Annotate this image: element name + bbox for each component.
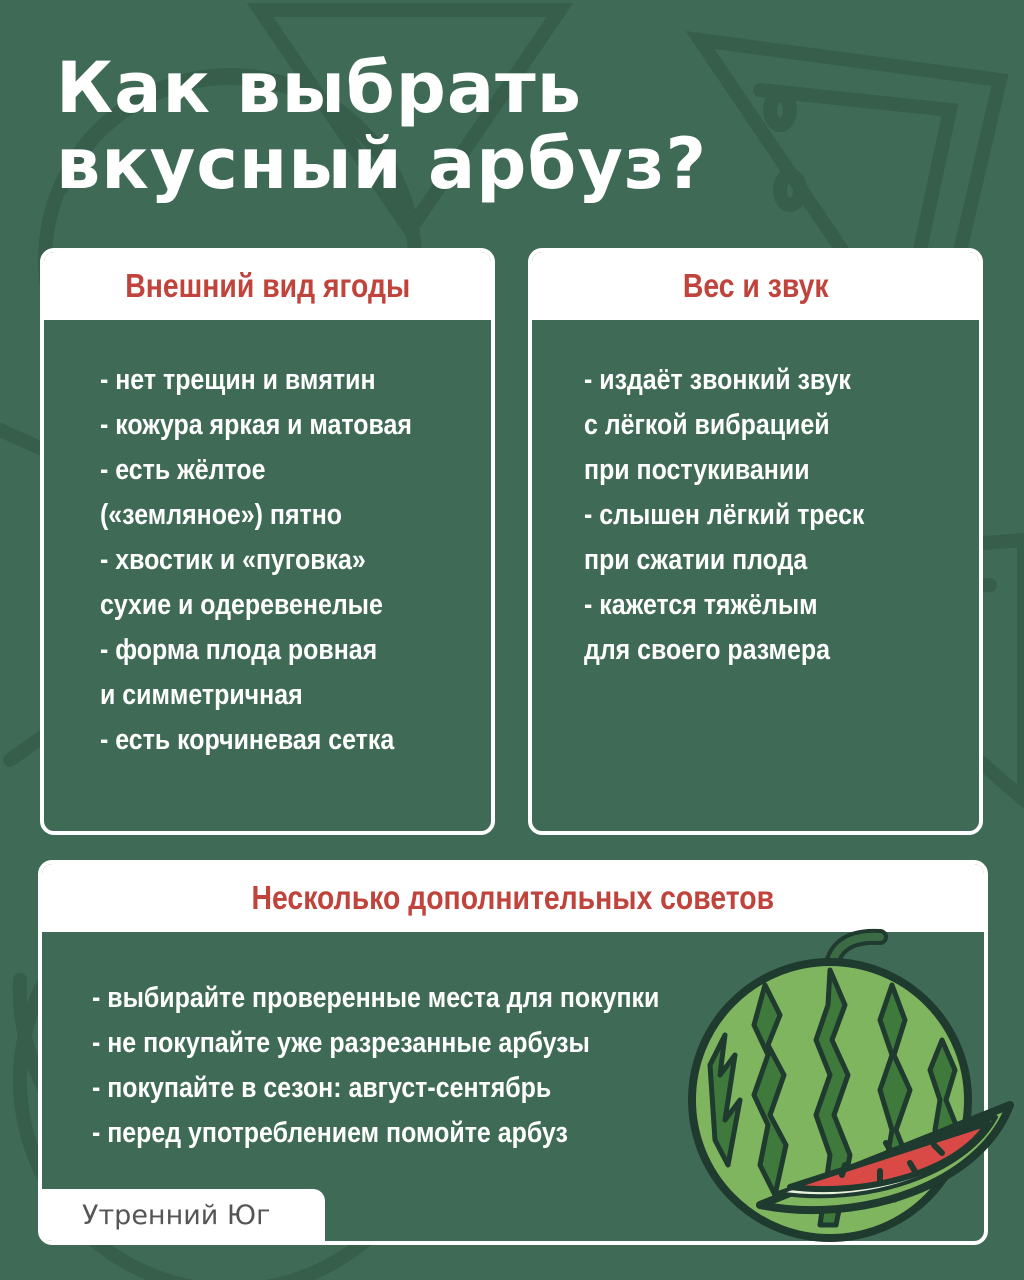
list-item: - кажется тяжёлым: [584, 589, 818, 621]
list-item: - слышен лёгкий треск: [584, 499, 865, 531]
weight-sound-card-heading: Вес и звук: [682, 267, 829, 304]
watermelon-slice-icon: [680, 925, 1020, 1245]
list-item: - выбирайте проверенные места для покупки: [92, 982, 660, 1014]
source-label: Утренний Юг: [40, 1189, 325, 1241]
list-item: - есть корчиневая сетка: [100, 724, 395, 756]
weight-sound-card-header: [532, 252, 979, 320]
tips-card-heading: Несколько дополнительных советов: [251, 879, 775, 916]
list-item: - есть жёлтое: [100, 454, 266, 486]
list-item: при сжатии плода: [584, 544, 808, 576]
tips-list: [92, 976, 752, 1156]
list-item: с лёгкой вибрацией: [584, 409, 830, 441]
weight-sound-list: [584, 358, 910, 673]
weight-sound-card: [528, 248, 983, 835]
list-item: и симметричная: [100, 679, 303, 711]
list-item: для своего размера: [584, 634, 830, 666]
list-item: - не покупайте уже разрезанные арбузы: [92, 1027, 590, 1059]
list-item: - кожура яркая и матовая: [100, 409, 412, 441]
list-item: - нет трещин и вмятин: [100, 364, 376, 396]
list-item: сухие и одеревенелые: [100, 589, 383, 621]
page-title-line-1: Как выбрать: [56, 47, 582, 129]
appearance-list: [100, 358, 463, 763]
list-item: («земляное») пятно: [100, 499, 343, 531]
page-title: [56, 47, 708, 205]
appearance-card: [40, 248, 495, 835]
tips-card-header: [42, 864, 984, 932]
list-item: при постукивании: [584, 454, 810, 486]
appearance-card-heading: Внешний вид ягоды: [124, 267, 411, 304]
list-item: - перед употреблением помойте арбуз: [92, 1117, 568, 1149]
list-item: - хвостик и «пуговка»: [100, 544, 366, 576]
page-title-line-2: вкусный арбуз?: [56, 123, 708, 205]
list-item: - покупайте в сезон: август-сентябрь: [92, 1072, 552, 1104]
list-item: - издаёт звонкий звук: [584, 364, 851, 396]
appearance-card-header: [44, 252, 491, 320]
list-item: - форма плода ровная: [100, 634, 378, 666]
